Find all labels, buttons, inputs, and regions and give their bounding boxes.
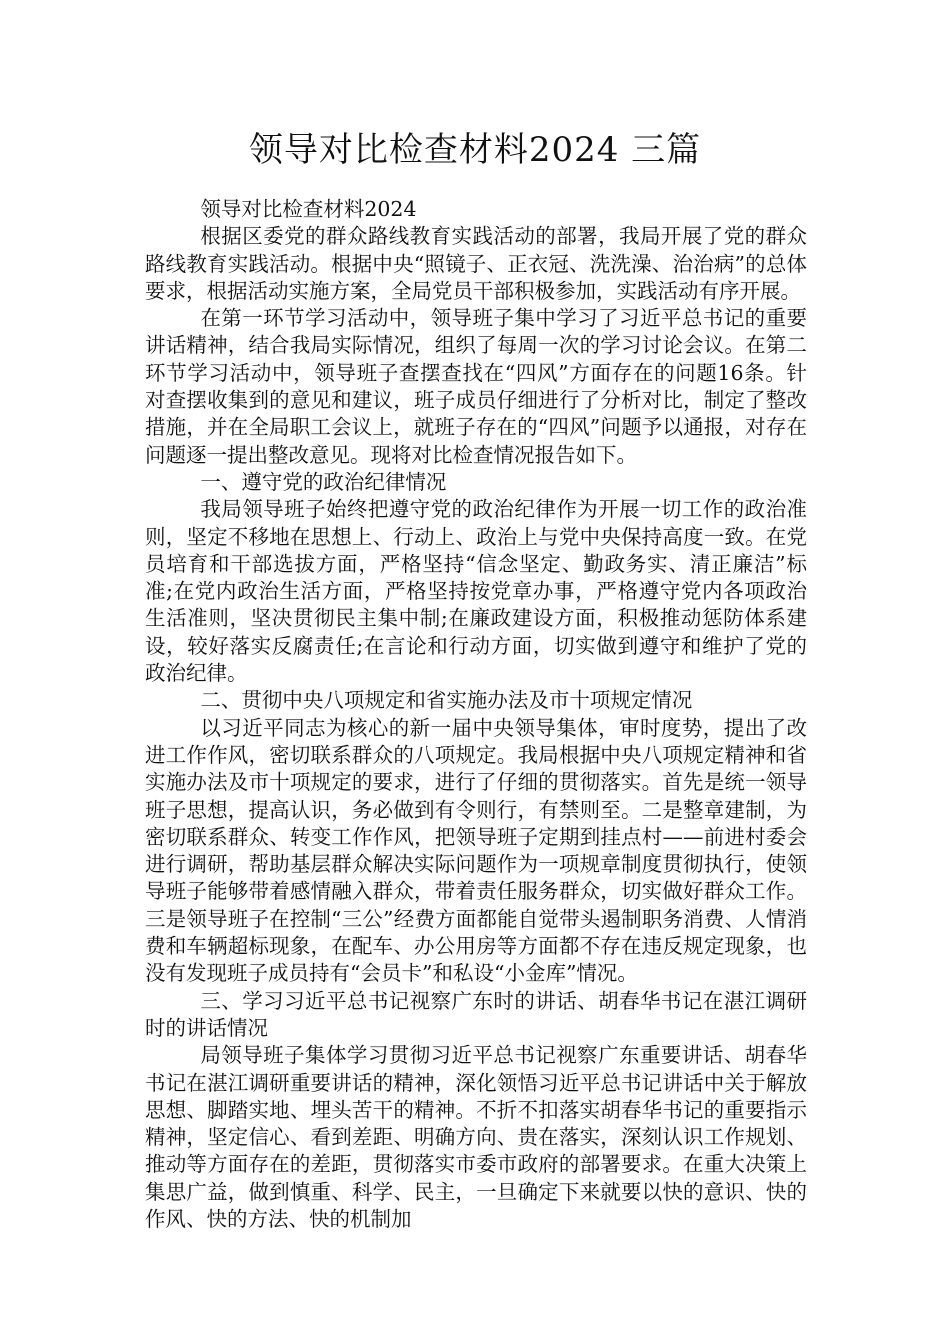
section-2-heading: 二、贯彻中央八项规定和省实施办法及市十项规定情况 xyxy=(200,688,693,713)
document-body xyxy=(145,196,807,1233)
section-3-heading: 三、学习习近平总书记视察广东时的讲话、胡春华书记在湛江调研时的讲话情况 xyxy=(145,988,807,1040)
intro-paragraph-1: 根据区委党的群众路线教育实践活动的部署，我局开展了党的群众路线教育实践活动。根据中央“照镜子、正衣冠、洗洗澡、治治病”的总体要求，根据活动实施方案，全局党员干部积极参加，实践活动有序开展。 xyxy=(145,224,807,303)
section-1-paragraph: 我局领导班子始终把遵守党的政治纪律作为开展一切工作的政治准则，坚定不移地在思想上、行动上、政治上与党中央保持高度一致。在党员培育和干部选拔方面，严格坚持“信念坚定、勤政务实、清正廉洁”标准;在党内政治生活方面，严格坚持按党章办事，严格遵守党内各项政治生活准则，坚决贯彻民主集中制;在廉政建设方面，积极推动惩防体系建设，较好落实反腐责任;在言论和行动方面，切实做到遵守和维护了党的政治纪律。 xyxy=(145,497,807,686)
section-3-paragraph: 局领导班子集体学习贯彻习近平总书记视察广东重要讲话、胡春华书记在湛江调研重要讲话的精神，深化领悟习近平总书记讲话中关于解放思想、脚踏实地、埋头苦干的精神。不折不扣落实胡春华书记的重要指示精神，坚定信心、看到差距、明确方向、贵在落实，深刻认识工作规划、推动等方面存在的差距，贯彻落实市委市政府的部署要求。在重大决策上集思广益，做到慎重、科学、民主，一旦确定下来就要以快的意识、快的作风、快的方法、快的机制加 xyxy=(145,1043,807,1231)
section-2-paragraph: 以习近平同志为核心的新一届中央领导集体，审时度势，提出了改进工作作风，密切联系群众的八项规定。我局根据中央八项规定精神和省实施办法及市十项规定的要求，进行了仔细的贯彻落实。首先是统一领导班子思想，提高认识，务必做到有令则行，有禁则至。二是整章建制，为密切联系群众、转变工作作风，把领导班子定期到挂点村——前进村委会进行调研，帮助基层群众解决实际问题作为一项规章制度贯彻执行，使领导班子能够带着感情融入群众，带着责任服务群众，切实做好群众工作。三是领导班子在控制“三公”经费方面都能自觉带头遏制职务消费、人情消费和车辆超标现象，在配车、办公用房等方面都不存在违反规定现象，也没有发现班子成员持有“会员卡”和私设“小金库”情况。 xyxy=(145,715,807,986)
intro-paragraph-2: 在第一环节学习活动中，领导班子集中学习了习近平总书记的重要讲话精神，结合我局实际情况，组织了每周一次的学习讨论会议。在第二环节学习活动中，领导班子查摆查找在“四风”方面存在的问题16条。针对查摆收集到的意见和建议，班子成员仔细进行了分析对比，制定了整改措施，并在全局职工会议上，就班子存在的“四风”问题予以通报，对存在问题逐一提出整改意见。现将对比检查情况报告如下。 xyxy=(145,306,807,467)
document-subtitle: 领导对比检查材料2024 xyxy=(200,197,417,221)
document-title: 领导对比检查材料2024 三篇 xyxy=(248,130,702,170)
section-1-heading: 一、遵守党的政治纪律情况 xyxy=(200,469,447,494)
